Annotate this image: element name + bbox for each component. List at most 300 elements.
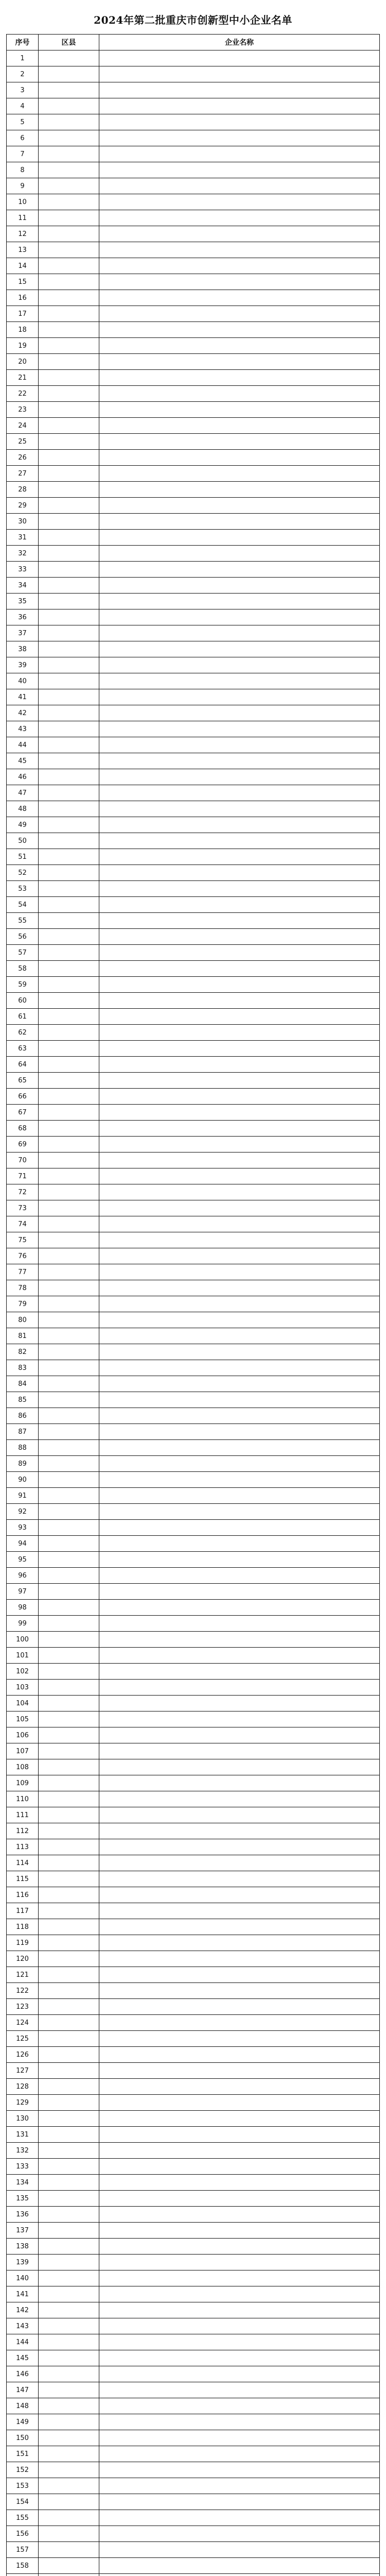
row-company <box>99 1520 380 1536</box>
row-district <box>39 1248 99 1264</box>
row-district <box>39 769 99 785</box>
row-district <box>39 1137 99 1153</box>
row-district <box>39 514 99 530</box>
row-index: 8 <box>7 162 39 178</box>
row-index: 63 <box>7 1041 39 1057</box>
row-index: 88 <box>7 1440 39 1456</box>
row-district <box>39 2382 99 2398</box>
row-index: 146 <box>7 2366 39 2382</box>
row-district <box>39 1360 99 1376</box>
table-row <box>7 290 380 306</box>
table-row <box>7 961 380 977</box>
row-company <box>99 514 380 530</box>
table-row <box>7 1727 380 1743</box>
row-district <box>39 370 99 386</box>
row-district <box>39 386 99 402</box>
row-company <box>99 785 380 801</box>
row-company <box>99 2143 380 2159</box>
row-district <box>39 82 99 98</box>
table-row <box>7 1009 380 1025</box>
row-company <box>99 1232 380 1248</box>
row-index: 106 <box>7 1727 39 1743</box>
row-district <box>39 945 99 961</box>
row-company <box>99 2526 380 2542</box>
table-row <box>7 1791 380 1807</box>
table-row <box>7 210 380 226</box>
row-district <box>39 130 99 146</box>
row-index: 12 <box>7 226 39 242</box>
row-district <box>39 689 99 705</box>
table-row <box>7 721 380 737</box>
table-row <box>7 1312 380 1328</box>
row-district <box>39 2366 99 2382</box>
row-district <box>39 290 99 306</box>
row-district <box>39 785 99 801</box>
row-index: 16 <box>7 290 39 306</box>
row-company <box>99 1823 380 1839</box>
table-row <box>7 2239 380 2255</box>
row-district <box>39 1584 99 1600</box>
row-district <box>39 50 99 66</box>
row-district <box>39 1089 99 1105</box>
table-row <box>7 1600 380 1616</box>
row-index: 138 <box>7 2239 39 2255</box>
row-index: 105 <box>7 1711 39 1727</box>
row-index: 121 <box>7 1967 39 1983</box>
row-district <box>39 2286 99 2302</box>
row-company <box>99 2255 380 2270</box>
row-district <box>39 1392 99 1408</box>
row-index: 19 <box>7 338 39 354</box>
table-row <box>7 114 380 130</box>
row-company <box>99 530 380 546</box>
row-district <box>39 753 99 769</box>
row-index: 129 <box>7 2095 39 2111</box>
row-company <box>99 1392 380 1408</box>
row-index <box>7 2574 39 2576</box>
table-row <box>7 1664 380 1680</box>
row-index: 39 <box>7 657 39 673</box>
row-index: 5 <box>7 114 39 130</box>
row-company <box>99 210 380 226</box>
table-row <box>7 897 380 913</box>
row-company <box>99 2366 380 2382</box>
row-company <box>99 482 380 498</box>
table-row <box>7 1951 380 1967</box>
row-index: 134 <box>7 2175 39 2191</box>
table-row <box>7 530 380 546</box>
row-company <box>99 1041 380 1057</box>
row-district <box>39 1696 99 1711</box>
row-index: 47 <box>7 785 39 801</box>
row-company <box>99 594 380 609</box>
table-row <box>7 833 380 849</box>
table-row <box>7 2318 380 2334</box>
row-district <box>39 1919 99 1935</box>
row-index: 68 <box>7 1121 39 1137</box>
row-company <box>99 945 380 961</box>
row-index: 155 <box>7 2510 39 2526</box>
row-index: 102 <box>7 1664 39 1680</box>
row-district <box>39 977 99 993</box>
header-index: 序号 <box>7 35 39 50</box>
row-company <box>99 1727 380 1743</box>
table-row <box>7 1903 380 1919</box>
row-index: 110 <box>7 1791 39 1807</box>
row-district <box>39 2558 99 2574</box>
table-row <box>7 1392 380 1408</box>
row-index: 104 <box>7 1696 39 1711</box>
row-district <box>39 2542 99 2558</box>
row-district <box>39 1200 99 1216</box>
row-company <box>99 1584 380 1600</box>
table-row <box>7 705 380 721</box>
row-index: 42 <box>7 705 39 721</box>
row-company <box>99 354 380 370</box>
table-row <box>7 2334 380 2350</box>
row-company <box>99 178 380 194</box>
row-index: 126 <box>7 2047 39 2063</box>
row-index: 24 <box>7 418 39 434</box>
row-index: 112 <box>7 1823 39 1839</box>
table-row <box>7 625 380 641</box>
table-row <box>7 2095 380 2111</box>
table-row <box>7 82 380 98</box>
row-company <box>99 657 380 673</box>
row-index: 108 <box>7 1759 39 1775</box>
row-district <box>39 2159 99 2175</box>
row-district <box>39 1552 99 1568</box>
row-company <box>99 1983 380 1999</box>
row-company <box>99 2334 380 2350</box>
table-row <box>7 1248 380 1264</box>
row-index: 11 <box>7 210 39 226</box>
row-company <box>99 1616 380 1632</box>
row-company <box>99 1360 380 1376</box>
row-company <box>99 2350 380 2366</box>
row-company <box>99 673 380 689</box>
table-row <box>7 1520 380 1536</box>
table-row <box>7 242 380 258</box>
row-district <box>39 833 99 849</box>
row-company <box>99 1696 380 1711</box>
table-row <box>7 322 380 338</box>
row-company <box>99 1711 380 1727</box>
row-district <box>39 1839 99 1855</box>
table-row <box>7 2414 380 2430</box>
row-company <box>99 1680 380 1696</box>
row-company <box>99 82 380 98</box>
row-district <box>39 609 99 625</box>
row-index: 30 <box>7 514 39 530</box>
row-index: 131 <box>7 2127 39 2143</box>
row-company <box>99 1568 380 1584</box>
table-row <box>7 1823 380 1839</box>
row-district <box>39 1504 99 1520</box>
row-index: 52 <box>7 865 39 881</box>
row-district <box>39 578 99 594</box>
row-district <box>39 498 99 514</box>
table-row <box>7 1216 380 1232</box>
row-district <box>39 737 99 753</box>
row-district <box>39 98 99 114</box>
row-company <box>99 2382 380 2398</box>
row-index: 137 <box>7 2223 39 2239</box>
table-row <box>7 1137 380 1153</box>
row-company <box>99 2111 380 2127</box>
table-row <box>7 498 380 514</box>
table-row <box>7 2558 380 2574</box>
row-company <box>99 2063 380 2079</box>
row-company <box>99 1137 380 1153</box>
row-district <box>39 657 99 673</box>
row-index: 144 <box>7 2334 39 2350</box>
table-row <box>7 2542 380 2558</box>
table-row <box>7 2015 380 2031</box>
row-index: 153 <box>7 2478 39 2494</box>
table-row <box>7 1743 380 1759</box>
table-row <box>7 1328 380 1344</box>
row-company <box>99 1664 380 1680</box>
table-row <box>7 2302 380 2318</box>
table-row <box>7 1121 380 1137</box>
table-row <box>7 2574 380 2576</box>
row-index: 95 <box>7 1552 39 1568</box>
table-row <box>7 2366 380 2382</box>
table-row <box>7 2143 380 2159</box>
row-company <box>99 162 380 178</box>
header-district: 区县 <box>39 35 99 50</box>
row-index: 20 <box>7 354 39 370</box>
row-company <box>99 833 380 849</box>
row-index: 1 <box>7 50 39 66</box>
row-index: 157 <box>7 2542 39 2558</box>
row-district <box>39 1871 99 1887</box>
table-row <box>7 2079 380 2095</box>
table-row <box>7 354 380 370</box>
row-district <box>39 1153 99 1168</box>
row-company <box>99 1440 380 1456</box>
row-district <box>39 2111 99 2127</box>
row-index: 145 <box>7 2350 39 2366</box>
table-row <box>7 146 380 162</box>
row-company <box>99 929 380 945</box>
row-index: 75 <box>7 1232 39 1248</box>
row-index: 79 <box>7 1296 39 1312</box>
row-district <box>39 1935 99 1951</box>
header-company: 企业名称 <box>99 35 380 50</box>
row-district <box>39 2255 99 2270</box>
row-index: 147 <box>7 2382 39 2398</box>
row-district <box>39 1344 99 1360</box>
row-district <box>39 2430 99 2446</box>
row-company <box>99 2414 380 2430</box>
table-row <box>7 977 380 993</box>
row-company <box>99 66 380 82</box>
table-row <box>7 769 380 785</box>
row-district <box>39 1041 99 1057</box>
row-district <box>39 2207 99 2223</box>
row-company <box>99 609 380 625</box>
row-company <box>99 290 380 306</box>
row-company <box>99 2286 380 2302</box>
row-company <box>99 1456 380 1472</box>
row-company <box>99 2015 380 2031</box>
row-district <box>39 1791 99 1807</box>
table-row <box>7 2494 380 2510</box>
row-company <box>99 1839 380 1855</box>
row-company <box>99 1168 380 1184</box>
row-district <box>39 913 99 929</box>
row-index: 9 <box>7 178 39 194</box>
table-row <box>7 66 380 82</box>
row-index: 41 <box>7 689 39 705</box>
row-district <box>39 418 99 434</box>
row-index: 78 <box>7 1280 39 1296</box>
row-district <box>39 1680 99 1696</box>
row-district <box>39 530 99 546</box>
table-row <box>7 1184 380 1200</box>
row-index: 103 <box>7 1680 39 1696</box>
table-row <box>7 562 380 578</box>
table-row <box>7 1488 380 1504</box>
row-index: 2 <box>7 66 39 82</box>
enterprise-table <box>6 34 380 2576</box>
row-company <box>99 1743 380 1759</box>
row-company <box>99 402 380 418</box>
row-district <box>39 1967 99 1983</box>
row-company <box>99 2079 380 2095</box>
table-row <box>7 929 380 945</box>
row-company <box>99 2127 380 2143</box>
table-row <box>7 1871 380 1887</box>
table-row <box>7 50 380 66</box>
row-company <box>99 2478 380 2494</box>
row-district <box>39 482 99 498</box>
row-index: 141 <box>7 2286 39 2302</box>
table-row <box>7 2462 380 2478</box>
row-district <box>39 2015 99 2031</box>
table-row <box>7 2159 380 2175</box>
row-index: 86 <box>7 1408 39 1424</box>
row-company <box>99 546 380 562</box>
row-district <box>39 1440 99 1456</box>
table-row <box>7 913 380 929</box>
row-company <box>99 705 380 721</box>
row-index: 150 <box>7 2430 39 2446</box>
row-index: 40 <box>7 673 39 689</box>
table-row <box>7 370 380 386</box>
table-row <box>7 1424 380 1440</box>
row-company <box>99 2159 380 2175</box>
row-district <box>39 2494 99 2510</box>
table-body <box>7 50 380 2576</box>
row-index: 152 <box>7 2462 39 2478</box>
row-company <box>99 1216 380 1232</box>
row-company <box>99 386 380 402</box>
row-district <box>39 450 99 466</box>
row-district <box>39 2270 99 2286</box>
table-row <box>7 258 380 274</box>
row-index: 101 <box>7 1648 39 1664</box>
row-index: 4 <box>7 98 39 114</box>
table-row <box>7 1680 380 1696</box>
row-index: 10 <box>7 194 39 210</box>
table-row <box>7 2270 380 2286</box>
table-row <box>7 546 380 562</box>
row-index: 94 <box>7 1536 39 1552</box>
table-row <box>7 641 380 657</box>
row-company <box>99 2207 380 2223</box>
row-company <box>99 578 380 594</box>
row-district <box>39 2223 99 2239</box>
row-index: 100 <box>7 1632 39 1648</box>
row-company <box>99 2510 380 2526</box>
row-company <box>99 2047 380 2063</box>
row-index: 45 <box>7 753 39 769</box>
row-index: 99 <box>7 1616 39 1632</box>
row-company <box>99 2302 380 2318</box>
row-district <box>39 1648 99 1664</box>
table-row <box>7 2175 380 2191</box>
row-district <box>39 306 99 322</box>
row-district <box>39 2478 99 2494</box>
row-index: 46 <box>7 769 39 785</box>
row-index: 109 <box>7 1775 39 1791</box>
row-company <box>99 98 380 114</box>
row-index: 115 <box>7 1871 39 1887</box>
row-district <box>39 2127 99 2143</box>
row-company <box>99 1759 380 1775</box>
table-row <box>7 1696 380 1711</box>
table-row <box>7 817 380 833</box>
row-index: 118 <box>7 1919 39 1935</box>
table-row <box>7 178 380 194</box>
row-index: 29 <box>7 498 39 514</box>
row-company <box>99 258 380 274</box>
row-company <box>99 1105 380 1121</box>
row-district <box>39 1057 99 1073</box>
row-index: 130 <box>7 2111 39 2127</box>
row-index: 84 <box>7 1376 39 1392</box>
row-index: 120 <box>7 1951 39 1967</box>
table-row <box>7 1536 380 1552</box>
row-index: 33 <box>7 562 39 578</box>
row-district <box>39 897 99 913</box>
row-company <box>99 1009 380 1025</box>
table-row <box>7 2430 380 2446</box>
row-index: 17 <box>7 306 39 322</box>
row-district <box>39 1025 99 1041</box>
row-company <box>99 1296 380 1312</box>
row-company <box>99 753 380 769</box>
row-index: 80 <box>7 1312 39 1328</box>
row-company <box>99 562 380 578</box>
table-row <box>7 2207 380 2223</box>
row-index: 54 <box>7 897 39 913</box>
row-index: 43 <box>7 721 39 737</box>
row-company <box>99 641 380 657</box>
table-row <box>7 865 380 881</box>
row-district <box>39 1632 99 1648</box>
table-row <box>7 338 380 354</box>
row-company <box>99 2031 380 2047</box>
row-index: 18 <box>7 322 39 338</box>
row-district <box>39 2414 99 2430</box>
row-company <box>99 434 380 450</box>
row-district <box>39 2239 99 2255</box>
table-row <box>7 801 380 817</box>
